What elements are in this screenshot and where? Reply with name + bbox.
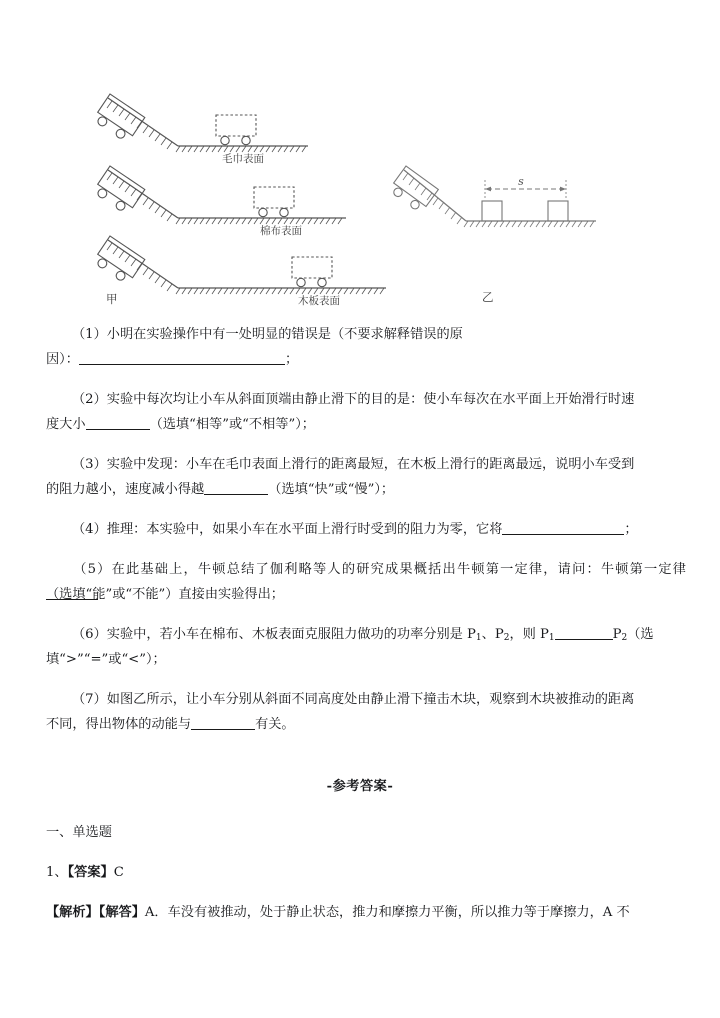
panel-jia-row-cotton — [96, 166, 346, 224]
q7-line2-suffix: 有关。 — [255, 717, 295, 732]
q7-line2-prefix: 不同，得出物体的动能与 — [46, 717, 192, 732]
question-3 — [46, 452, 686, 477]
q1-number: （1） — [72, 327, 107, 342]
experiment-figure — [96, 88, 626, 313]
answers-title: -参考答案- — [326, 779, 394, 794]
q6-line1-e: （选 — [627, 627, 654, 642]
answer-analysis-1 — [46, 900, 694, 925]
q2-number: （2） — [72, 392, 107, 407]
q2-line1: 实验中每次均让小车从斜面顶端由静止滑下的目的是：使小车每次在水平面上开始滑行时速 — [106, 392, 635, 407]
surface-label-towel: 毛巾表面 — [222, 153, 264, 165]
q7-number: （7） — [72, 692, 107, 707]
analysis-text: A．车没有被推动，处于静止状态，推力和摩擦力平衡，所以推力等于摩擦力，A 不 — [144, 905, 630, 920]
q7-line1: 如图乙所示，让小车分别从斜面不同高度处由静止滑下撞击木块，观察到木块被推动的距离 — [106, 692, 635, 707]
question-5-line2 — [46, 582, 686, 607]
panel-jia-row-board — [96, 236, 386, 294]
q3-number: （3） — [72, 457, 107, 472]
question-1 — [46, 322, 686, 347]
q5-line2: （选填“能”或“不能”）直接由实验得出； — [46, 587, 284, 602]
question-6-line2 — [46, 647, 686, 672]
q6-sub-2: 2 — [503, 633, 510, 643]
question-1-line2 — [46, 347, 686, 372]
q2-answer-blank[interactable] — [86, 415, 150, 430]
q3-line1: 实验中发现：小车在毛巾表面上滑行的距离最短，在木板上滑行的距离最远，说明小车受到 — [106, 457, 635, 472]
question-4 — [46, 517, 686, 542]
q6-number: （6） — [72, 627, 107, 642]
answer-value: C — [113, 865, 124, 880]
answer-item-1 — [46, 860, 694, 885]
q1-line1: 小明在实验操作中有一处明显的错误是（不要求解释错误的原 — [106, 327, 463, 342]
q6-line1-a: 实验中，若小车在棉布、木板表面克服阻力做功的功率分别是 P — [106, 627, 476, 642]
q6-sub-4: 2 — [621, 633, 628, 643]
q6-answer-blank[interactable] — [555, 625, 613, 640]
distance-label-s: s — [518, 175, 524, 188]
q4-line1-suffix: ； — [624, 522, 638, 537]
answers-section-heading: 一、单选题 — [46, 825, 112, 840]
block-near — [482, 201, 502, 221]
q4-line1-prefix: 推理：本实验中，如果小车在水平面上滑行时受到的阻力为零，它将 — [106, 522, 503, 537]
q4-number: （4） — [72, 522, 107, 537]
q6-line1-d: P — [612, 627, 622, 642]
surface-label-cotton: 棉布表面 — [260, 225, 302, 237]
q6-line1-c: ，则 P — [509, 627, 549, 642]
question-7-line2 — [46, 712, 686, 737]
q4-answer-blank[interactable] — [502, 520, 624, 535]
q3-line2-suffix: （选填“快”或“慢”）； — [268, 482, 395, 497]
figure-label-yi: 乙 — [482, 290, 494, 304]
block-far — [548, 201, 568, 221]
question-7 — [46, 687, 686, 712]
q3-answer-blank[interactable] — [204, 480, 268, 495]
q5-line1: 在此基础上，牛顿总结了伽利略等人的研究成果概括出牛顿第一定律，请问：牛顿第一定律 — [111, 562, 686, 577]
q1-answer-blank[interactable] — [79, 350, 285, 365]
q6-line2: 填“>”“=”或“<”）； — [46, 652, 166, 667]
analysis-tag: 【解析】【解答】 — [46, 905, 145, 920]
question-2-line2 — [46, 412, 686, 437]
figure-label-jia: 甲 — [106, 292, 118, 306]
answer-item-number: 1、 — [46, 865, 68, 880]
q2-line2-suffix: （选填“相等”或“不相等”）； — [149, 417, 315, 432]
panel-jia-row-towel — [96, 94, 308, 152]
q6-sub-3: 1 — [548, 633, 555, 643]
question-3-line2 — [46, 477, 686, 502]
answer-tag: 【答案】 — [67, 865, 114, 880]
panel-yi — [388, 166, 596, 227]
q7-answer-blank[interactable] — [191, 715, 255, 730]
q3-line2-prefix: 的阻力越小，速度减小得越 — [46, 482, 205, 497]
surface-label-board: 木板表面 — [298, 295, 340, 307]
figure-svg — [96, 88, 626, 313]
q1-line2-prefix: 因）： — [46, 352, 79, 367]
q1-line2-suffix: ； — [284, 352, 299, 367]
q6-line1-b: 、P — [481, 627, 504, 642]
question-2 — [46, 387, 686, 412]
q2-line2-prefix: 度大小 — [46, 417, 86, 432]
q5-number: （5） — [72, 562, 112, 577]
q6-sub-1: 1 — [475, 633, 482, 643]
